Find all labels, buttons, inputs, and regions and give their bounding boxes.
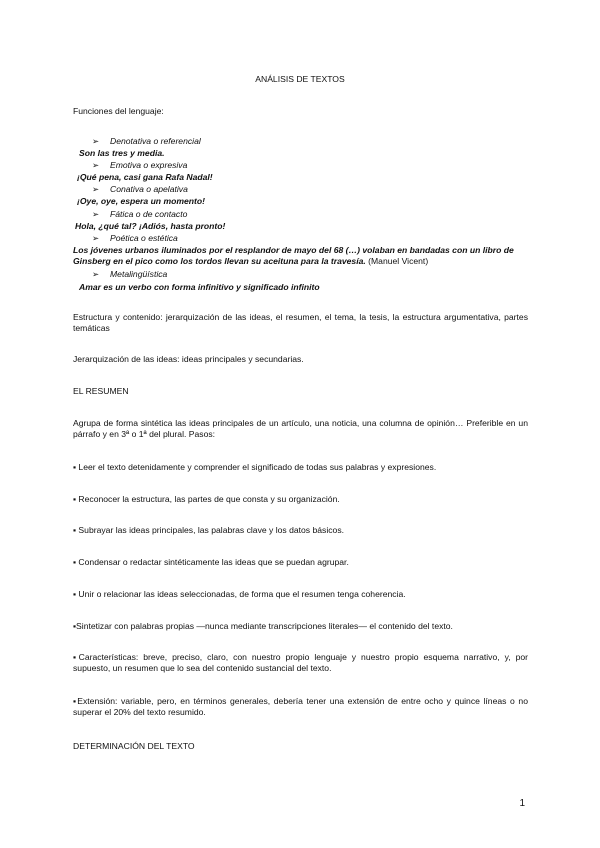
function-name: Emotiva o expresiva bbox=[110, 160, 188, 170]
function-name: Metalingüística bbox=[110, 269, 168, 279]
page-title: ANÁLISIS DE TEXTOS bbox=[255, 74, 345, 84]
summary-heading: EL RESUMEN bbox=[73, 386, 129, 396]
function-example: Son las tres y media. bbox=[79, 148, 165, 158]
step-item: ▪ Leer el texto detenidamente y comprender el significado de todas sus palabras y expresiones. bbox=[73, 462, 437, 472]
arrow-bullet-icon: ➢ bbox=[92, 233, 100, 243]
step-item: ▪ Reconocer la estructura, las partes de que consta y su organización. bbox=[73, 494, 340, 504]
function-item-denotativa bbox=[92, 136, 201, 147]
function-example: Amar es un verbo con forma infinitivo y significado infinito bbox=[79, 282, 320, 292]
step-item: ▪Extensión: variable, pero, en términos generales, debería tener una extensión de entre ocho y quince líneas o no superar el 20% del texto resumido. bbox=[73, 696, 528, 717]
step-item: ▪ Condensar o redactar sintéticamente las ideas que se puedan agrupar. bbox=[73, 557, 349, 567]
arrow-bullet-icon: ➢ bbox=[92, 160, 100, 170]
function-item-conativa bbox=[92, 184, 188, 195]
poetic-example-block bbox=[73, 245, 525, 267]
function-example: Hola, ¿qué tal? ¡Adiós, hasta pronto! bbox=[75, 221, 226, 231]
hierarchy-paragraph: Jerarquización de las ideas: ideas principales y secundarias. bbox=[73, 354, 304, 364]
function-name: Fática o de contacto bbox=[110, 209, 188, 219]
arrow-bullet-icon: ➢ bbox=[92, 136, 100, 146]
arrow-bullet-icon: ➢ bbox=[92, 184, 100, 194]
function-example: Los jóvenes urbanos iluminados por el resplandor de mayo del 68 (…) volaban en bandadas con un libro de Ginsberg en el pico como los tordos llevan su aceituna para la travesía. bbox=[73, 245, 514, 266]
function-example: ¡Oye, oye, espera un momento! bbox=[77, 196, 205, 206]
function-example: ¡Qué pena, casi gana Rafa Nadal! bbox=[77, 172, 213, 182]
function-item-fatica bbox=[92, 209, 187, 220]
page-number: 1 bbox=[519, 798, 525, 809]
step-item: ▪ Unir o relacionar las ideas seleccionadas, de forma que el resumen tenga coherencia. bbox=[73, 589, 406, 599]
arrow-bullet-icon: ➢ bbox=[92, 209, 100, 219]
example-author: (Manuel Vicent) bbox=[368, 256, 429, 266]
function-item-poetica bbox=[92, 233, 178, 244]
structure-paragraph: Estructura y contenido: jerarquización de las ideas, el resumen, el tema, la tesis, la estructura argumentativa, partes temáticas bbox=[73, 312, 528, 333]
step-item: ▪Sintetizar con palabras propias —nunca mediante transcripciones literales— el contenido del texto. bbox=[73, 621, 453, 631]
function-name: Denotativa o referencial bbox=[110, 136, 201, 146]
determination-heading: DETERMINACIÓN DEL TEXTO bbox=[73, 741, 195, 751]
function-name: Poética o estética bbox=[110, 233, 178, 243]
function-item-emotiva bbox=[92, 160, 187, 171]
step-item: ▪Características: breve, preciso, claro, con nuestro propio lenguaje y nuestro propio esquema narrativo, y, por supuesto, un resumen que lo sea del contenido sustancial del texto. bbox=[73, 652, 528, 673]
function-name: Conativa o apelativa bbox=[110, 184, 188, 194]
functions-heading: Funciones del lenguaje: bbox=[73, 106, 164, 116]
summary-intro: Agrupa de forma sintética las ideas principales de un artículo, una noticia, una columna de opinión… Preferible en un párrafo y en 3ª o 1ª del plural. Pasos: bbox=[73, 418, 528, 439]
function-item-metalinguistica bbox=[92, 269, 167, 280]
arrow-bullet-icon: ➢ bbox=[92, 269, 100, 279]
step-item: ▪ Subrayar las ideas principales, las palabras clave y los datos básicos. bbox=[73, 525, 345, 535]
